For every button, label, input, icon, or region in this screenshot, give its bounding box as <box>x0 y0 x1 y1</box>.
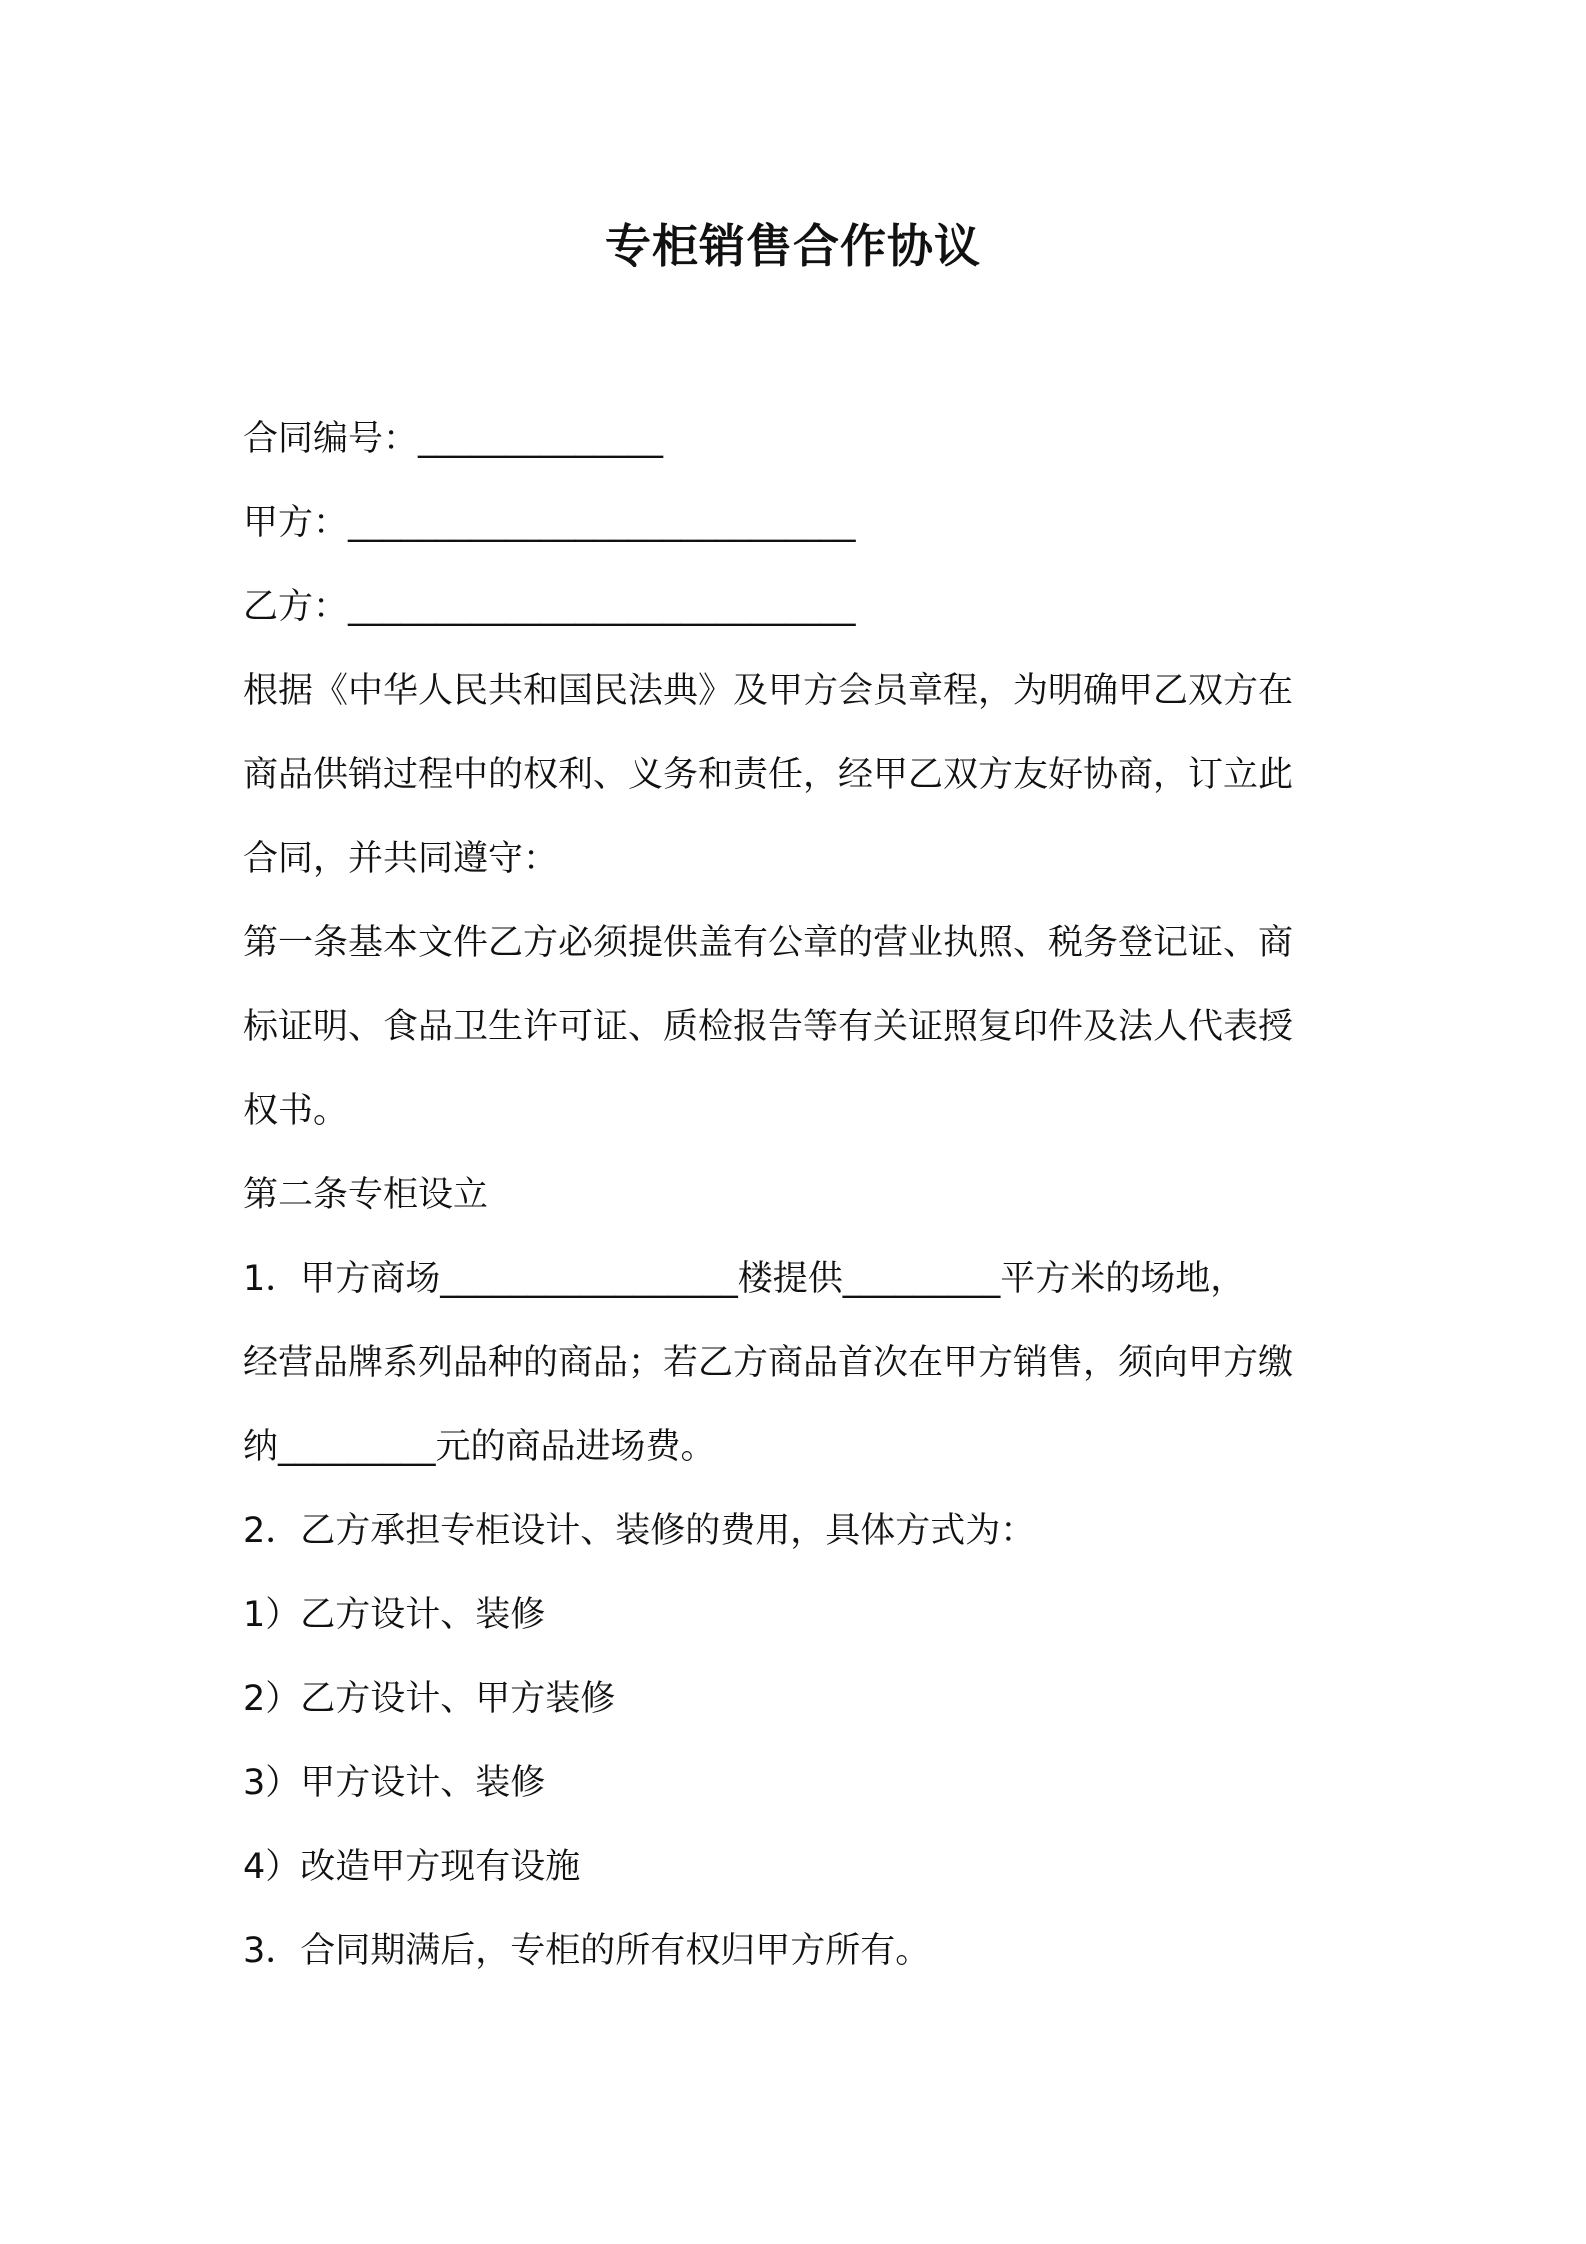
option-item: 3）甲方设计、装修 <box>243 1763 546 1803</box>
article-2-item-1-line <box>243 1254 1383 1304</box>
contract-number-label: 合同编号： <box>243 419 419 459</box>
item-1-text: 1．甲方商场 <box>243 1259 441 1299</box>
option-item: 2）乙方设计、甲方装修 <box>243 1679 616 1719</box>
party-a-label: 甲方： <box>243 503 349 543</box>
contract-number-line <box>243 414 1383 464</box>
party-a-blank: _____________________________ <box>348 503 856 543</box>
article-2-item-3: 3．合同期满后，专柜的所有权归甲方所有。 <box>243 1931 931 1971</box>
item-1-text: 纳 <box>243 1427 279 1467</box>
article-2-item-1-line: 经营品牌系列品种的商品；若乙方商品首次在甲方销售，须向甲方缴 <box>243 1343 1294 1383</box>
contract-number-blank: ______________ <box>418 419 664 459</box>
article-2-item-1-line <box>243 1422 1383 1472</box>
page-title: 专柜销售合作协议 <box>605 219 981 273</box>
party-a-line <box>243 498 1383 548</box>
option-item: 4）改造甲方现有设施 <box>243 1847 581 1887</box>
option-item: 1）乙方设计、装修 <box>243 1595 546 1635</box>
preamble-line: 合同，并共同遵守： <box>243 839 559 879</box>
article-1-line: 标证明、食品卫生许可证、质检报告等有关证照复印件及法人代表授 <box>243 1007 1294 1047</box>
item-1-text: 楼提供 <box>737 1259 843 1299</box>
party-b-label: 乙方： <box>243 587 349 627</box>
article-2-item-2: 2．乙方承担专柜设计、装修的费用，具体方式为： <box>243 1511 1036 1551</box>
item-1-text: 平方米的场地， <box>1000 1259 1246 1299</box>
floor-blank: _________________ <box>440 1259 738 1299</box>
area-blank: _________ <box>842 1259 1001 1299</box>
party-b-blank: _____________________________ <box>348 587 856 627</box>
item-1-text: 元的商品进场费。 <box>435 1427 716 1467</box>
article-1-line: 第一条基本文件乙方必须提供盖有公章的营业执照、税务登记证、商 <box>243 923 1294 963</box>
article-2-heading: 第二条专柜设立 <box>243 1175 489 1215</box>
article-1-line: 权书。 <box>243 1091 349 1131</box>
preamble-line: 商品供销过程中的权利、义务和责任，经甲乙双方友好协商，订立此 <box>243 755 1294 795</box>
entry-fee-blank: _________ <box>278 1427 436 1467</box>
preamble-line: 根据《中华人民共和国民法典》及甲方会员章程，为明确甲乙双方在 <box>243 671 1294 711</box>
party-b-line <box>243 582 1383 632</box>
